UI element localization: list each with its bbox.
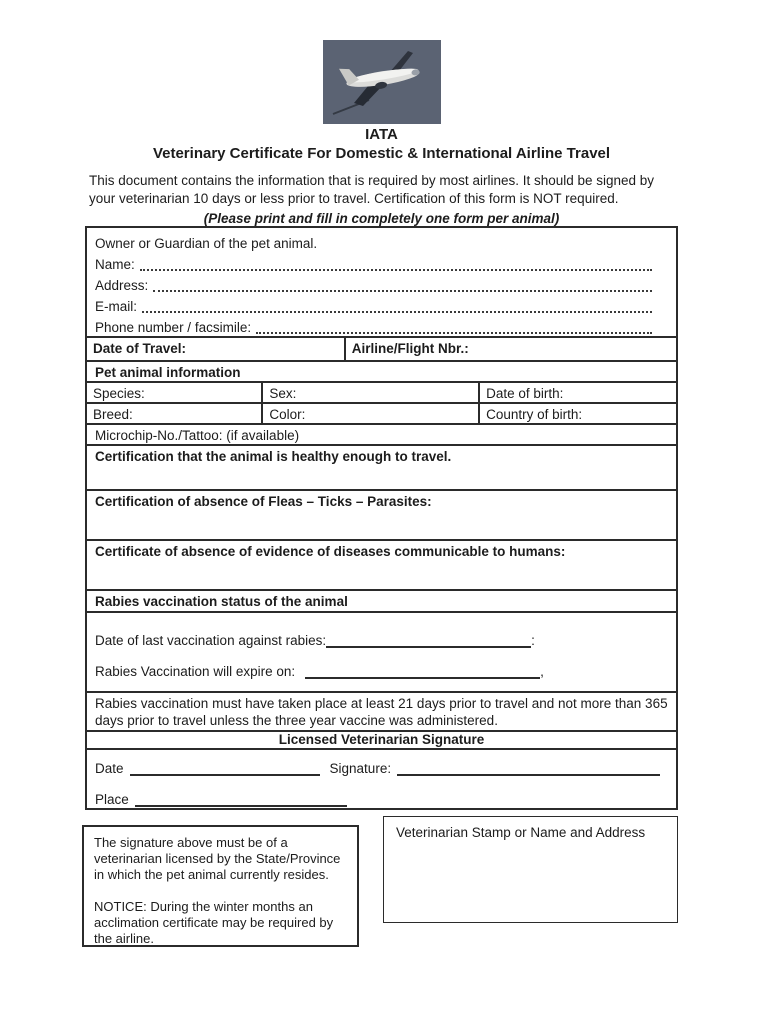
vaccination-expiry-fill-line[interactable]: [305, 667, 540, 679]
pet-row-1: [87, 383, 676, 404]
sex-field[interactable]: Sex:: [261, 383, 478, 402]
diseases-certification-field[interactable]: Certificate of absence of evidence of diseases communicable to humans:: [87, 541, 676, 591]
vaccination-expiry-row: [95, 660, 676, 682]
color-field[interactable]: Color:: [261, 404, 478, 423]
rabies-note: Rabies vaccination must have taken place at least 21 days prior to travel and not more than 365 days prior to travel unless the three year vaccine was administered.: [87, 693, 676, 732]
form-title: Veterinary Certificate For Domestic & International Airline Travel: [152, 145, 611, 162]
winter-notice-text: NOTICE: During the winter months an acclimation certificate may be required by the airline.: [94, 899, 334, 946]
signature-label: Signature:: [329, 761, 392, 776]
date-signature-row: [95, 758, 668, 776]
rabies-status-heading: Rabies vaccination status of the animal: [87, 591, 676, 613]
date-of-travel-field[interactable]: Date of Travel:: [93, 341, 187, 356]
email-label: E-mail:: [95, 299, 138, 314]
travel-row: [87, 338, 676, 362]
last-vaccination-suffix: :: [531, 633, 535, 648]
signature-notice-text: The signature above must be of a veterinarian licensed by the State/Province in which the pet animal currently resides.: [94, 835, 341, 882]
org-name: IATA: [365, 126, 398, 143]
airline-flight-field[interactable]: Airline/Flight Nbr.:: [344, 338, 676, 360]
signature-notice-box: [82, 825, 359, 947]
place-label: Place: [95, 792, 129, 807]
vaccination-expiry-label: Rabies Vaccination will expire on:: [95, 664, 296, 679]
vaccination-expiry-suffix: ,: [540, 664, 544, 679]
pet-row-2: [87, 404, 676, 425]
email-fill-line[interactable]: [142, 300, 652, 313]
date-label: Date: [95, 761, 124, 776]
signature-fill-line[interactable]: [397, 764, 660, 776]
airplane-photo: [323, 40, 441, 124]
form-header: [85, 0, 678, 228]
address-label: Address:: [95, 278, 149, 293]
certificate-form: [85, 226, 678, 810]
place-fill-line[interactable]: [135, 795, 347, 807]
country-of-birth-field[interactable]: Country of birth:: [478, 404, 676, 423]
signature-section: [87, 750, 676, 808]
owner-field-row: [95, 254, 668, 275]
print-instruction: (Please print and fill in completely one form per animal): [203, 211, 560, 226]
breed-field[interactable]: Breed:: [93, 407, 133, 422]
vet-stamp-label: Veterinarian Stamp or Name and Address: [396, 825, 646, 840]
last-vaccination-label: Date of last vaccination against rabies:: [95, 633, 327, 648]
phone-fill-line[interactable]: [256, 321, 652, 334]
species-field[interactable]: Species:: [93, 386, 145, 401]
airplane-icon: [323, 40, 441, 124]
intro-text: This document contains the information that is required by most airlines. It should be signed by your veterinarian 10 days or less prior to travel. Certification of this form is NOT required.: [89, 173, 655, 206]
fleas-certification-field[interactable]: Certification of absence of Fleas – Ticks – Parasites:: [87, 491, 676, 541]
microchip-field[interactable]: Microchip-No./Tattoo: (if available): [87, 425, 676, 446]
vet-signature-heading: Licensed Veterinarian Signature: [87, 732, 676, 750]
last-vaccination-row: [95, 629, 676, 651]
phone-label: Phone number / facsimile:: [95, 320, 252, 335]
date-of-birth-field[interactable]: Date of birth:: [478, 383, 676, 402]
name-label: Name:: [95, 257, 135, 272]
owner-field-row: [95, 296, 668, 317]
healthy-certification-field[interactable]: Certification that the animal is healthy enough to travel.: [87, 446, 676, 491]
place-row: [95, 789, 668, 807]
vet-stamp-area[interactable]: [383, 816, 678, 923]
owner-field-row: [95, 317, 668, 338]
pet-info-heading: Pet animal information: [87, 362, 676, 383]
name-fill-line[interactable]: [140, 258, 652, 271]
rabies-dates-section: [87, 613, 676, 693]
owner-heading: Owner or Guardian of the pet animal.: [95, 235, 318, 251]
owner-section: [87, 228, 676, 338]
owner-field-row: [95, 275, 668, 296]
date-fill-line[interactable]: [130, 764, 320, 776]
address-fill-line[interactable]: [153, 279, 652, 292]
last-vaccination-fill-line[interactable]: [326, 636, 531, 648]
